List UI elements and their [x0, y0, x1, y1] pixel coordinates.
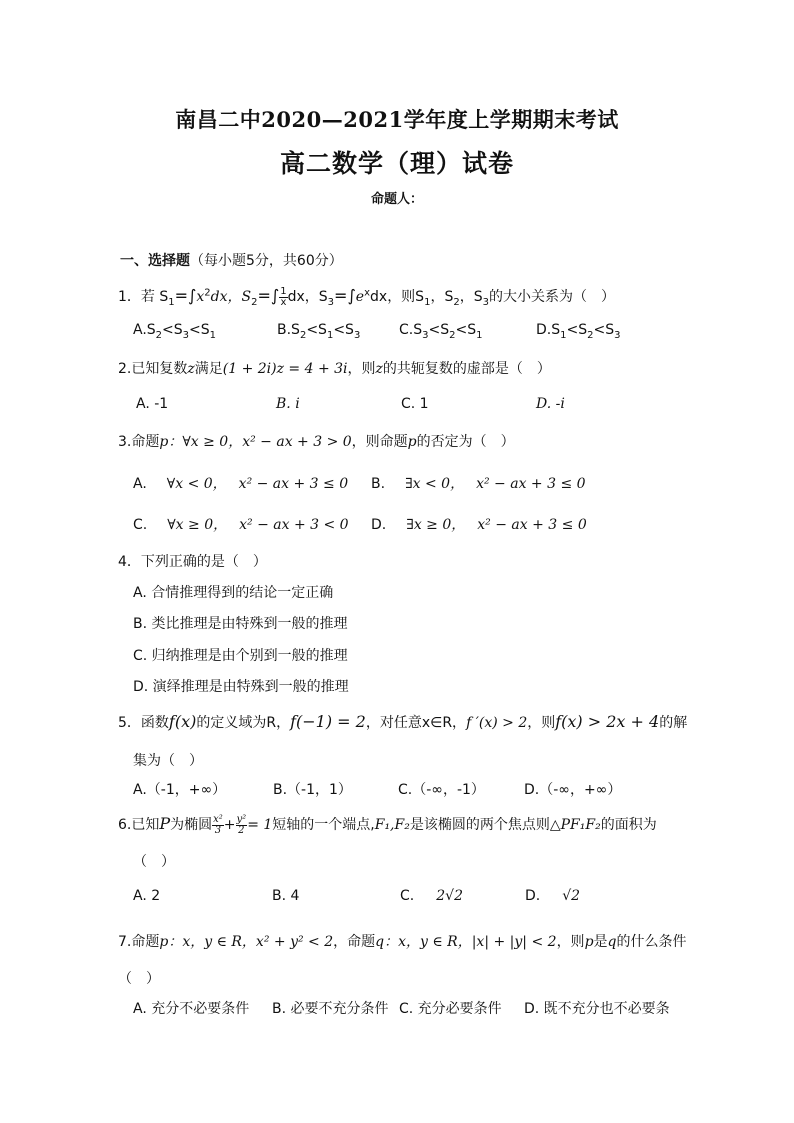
q2-option-a[interactable]: A. -1	[136, 396, 169, 412]
fraction-x2-over-3: $\frac{\text{x²}}{3}$	[213, 813, 223, 836]
q2-option-b[interactable]: B. i	[276, 396, 300, 412]
section-title: 一、选择题	[120, 253, 190, 269]
question-7-options	[0, 998, 794, 1018]
question-5-options	[0, 779, 794, 799]
q3-option-b[interactable]: B. ∃x < 0， x² − ax + 3 ≤ 0	[371, 476, 586, 492]
question-6-paren: （ ）	[133, 854, 175, 870]
section-note: （每小题5分，共60分）	[190, 253, 343, 269]
question-6-stem: 6.已知P为椭圆 $\frac{\text{x²}}{3}$ + $\frac{\text{y²}}{2}$ = 1短轴的一个端点,F₁,F₂是该椭圆的两个焦点则△PF₁F₂的面积为	[118, 813, 657, 836]
section-heading	[120, 250, 343, 270]
q5-option-b[interactable]: B.（-1，1）	[273, 782, 352, 798]
question-2-stem: 2.已知复数z满足(1 + 2i)z = 4 + 3i，则z的共轭复数的虚部是（ ）	[118, 361, 551, 377]
exam-subject-title: 高二数学（理）试卷	[279, 149, 514, 178]
q6-option-d[interactable]: D. √2	[525, 888, 581, 904]
q5-option-c[interactable]: C.（-∞，-1）	[398, 782, 485, 798]
question-7-stem: 7.命题p：x，y ∈ R，x² + y² < 2，命题q：x，y ∈ R，|x| + |y| < 2，则p是q的什么条件	[118, 934, 687, 950]
fraction-one-over-x: $\frac{1}{x}$	[280, 285, 287, 308]
q5-option-d[interactable]: D.（-∞，+∞）	[524, 782, 622, 798]
q1-option-c[interactable]: $C.S_3<S_2<S_1$	[399, 322, 483, 341]
q3-option-a[interactable]: A. ∀x < 0， x² − ax + 3 ≤ 0	[133, 476, 349, 492]
fraction-y2-over-2: $\frac{\text{y²}}{2}$	[236, 813, 247, 836]
q1-option-a[interactable]: $A.S_2<S_3<S_1$	[133, 322, 217, 341]
q4-option-a[interactable]: A. 合情推理得到的结论一定正确	[133, 585, 334, 601]
q4-option-d[interactable]: D. 演绎推理是由特殊到一般的推理	[133, 679, 349, 695]
q7-option-c[interactable]: C. 充分必要条件	[399, 1001, 502, 1017]
q1-option-d[interactable]: $D.S_1<S_2<S_3$	[536, 322, 621, 341]
q4-option-b[interactable]: B. 类比推理是由特殊到一般的推理	[133, 616, 348, 632]
question-3-stem: 3.命题p：∀x ≥ 0，x² − ax + 3 > 0，则命题p的否定为（ ）	[118, 434, 515, 450]
q6-option-a[interactable]: A. 2	[133, 888, 161, 904]
q6-option-b[interactable]: B. 4	[272, 888, 300, 904]
question-4-stem: 4．下列正确的是（ ）	[118, 554, 267, 570]
question-5-stem-line2: 集为（ ）	[133, 753, 203, 769]
q1-option-b[interactable]: $B.S_2<S_1<S_3$	[277, 322, 361, 341]
q3-option-c[interactable]: C. ∀x ≥ 0， x² − ax + 3 < 0	[133, 517, 349, 533]
exam-school-title: 南昌二中2020—2021学年度上学期期末考试	[175, 107, 619, 132]
q5-option-a[interactable]: A.（-1，+∞）	[133, 782, 227, 798]
q3-option-d[interactable]: D. ∃x ≥ 0， x² − ax + 3 ≤ 0	[371, 517, 587, 533]
question-3-options-row2	[0, 514, 794, 534]
q7-option-b[interactable]: B. 必要不充分条件	[272, 1001, 389, 1017]
question-5-stem-line1: 5．函数f(x)的定义域为R，f(−1) = 2，对任意x∈R，f ′(x) > 2，则f(x) > 2x + 4的解	[118, 712, 688, 731]
question-7-paren: （ ）	[118, 971, 160, 987]
q7-option-d[interactable]: D. 既不充分也不必要条	[524, 1001, 670, 1017]
question-1-options	[0, 322, 794, 342]
q2-option-c[interactable]: C. 1	[401, 396, 429, 412]
question-6-options	[0, 888, 794, 908]
q7-option-a[interactable]: A. 充分不必要条件	[133, 1001, 250, 1017]
q4-option-c[interactable]: C. 归纳推理是由个别到一般的推理	[133, 648, 348, 664]
question-2-options	[0, 396, 794, 416]
question-1-stem: 1．若 $S_1=\int x^2dx$，$S_2=\int$ $\frac{1}{x}$ dx，$S_3=\int e^xdx$，则$S_1$，$S_2$，$S_3$的大小关系为（ ）	[118, 285, 615, 308]
question-3-options-row1	[0, 473, 794, 493]
author-label: 命题人：	[370, 192, 423, 207]
q2-option-d[interactable]: D. -i	[536, 396, 565, 412]
q6-option-c[interactable]: C. 2√2	[400, 888, 463, 904]
